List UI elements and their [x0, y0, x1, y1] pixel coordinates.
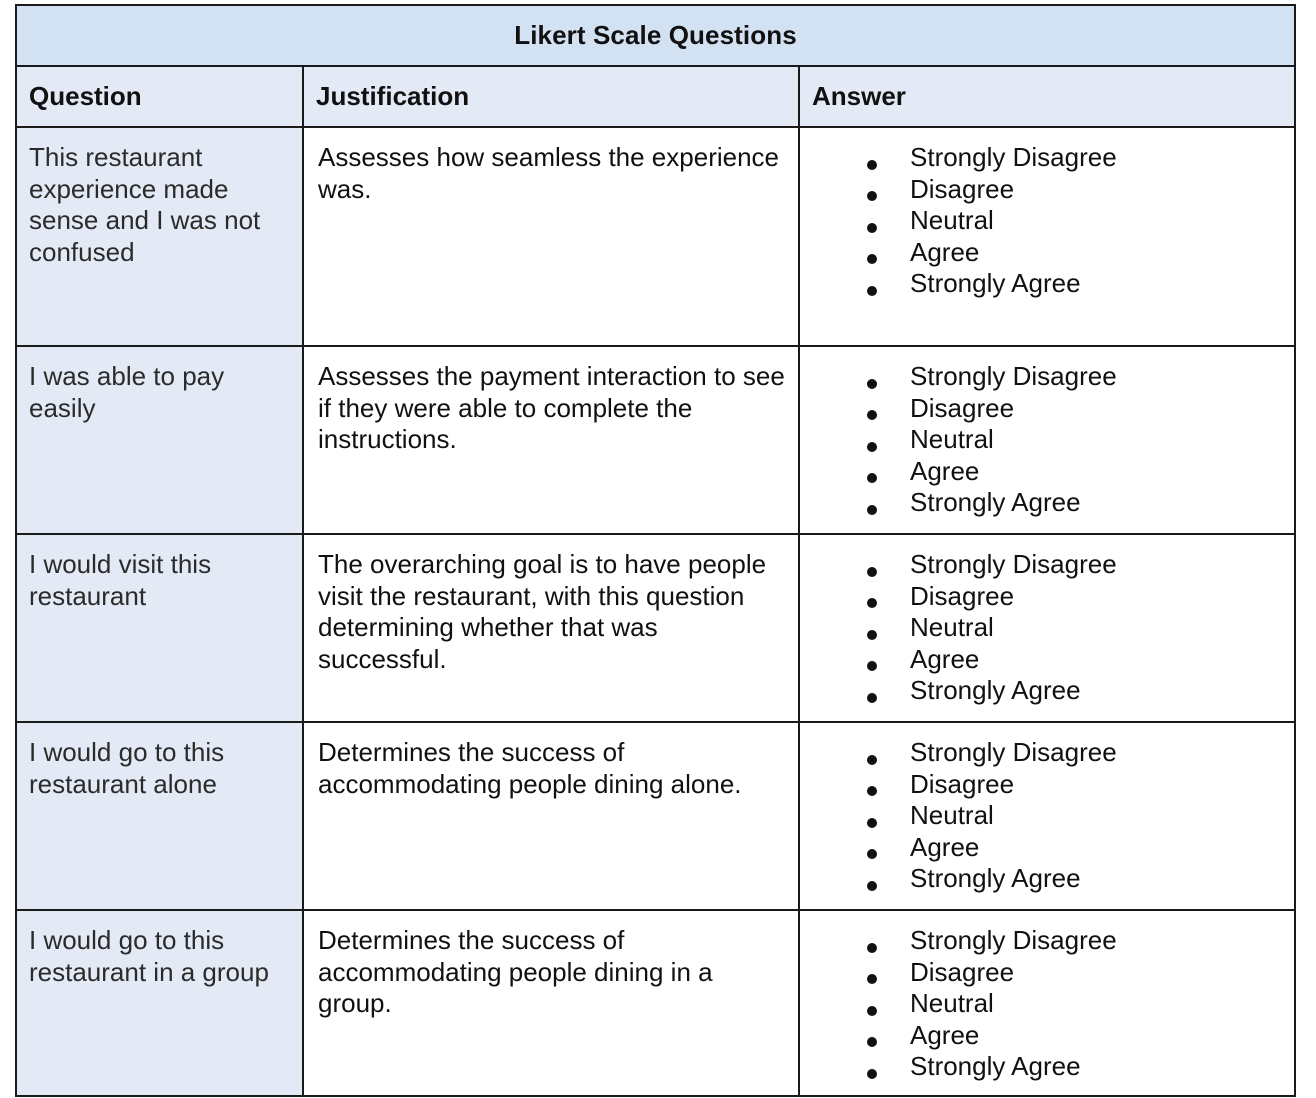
bullet-icon: [865, 237, 879, 269]
header-answer: Answer: [799, 66, 1295, 127]
question-cell: I would go to this restaurant in a group: [16, 910, 303, 1096]
question-cell: This restaurant experience made sense and I was not confused: [16, 127, 303, 346]
answer-option-label: Strongly Disagree: [910, 549, 1117, 579]
bullet-icon: [865, 675, 879, 707]
table-row: [16, 127, 1295, 346]
answer-cell: [799, 346, 1295, 534]
answer-option: [800, 800, 1282, 832]
justification-cell: Assesses the payment interaction to see if they were able to complete the instructions.: [303, 346, 799, 534]
bullet-icon: [865, 925, 879, 957]
question-cell: I would visit this restaurant: [16, 534, 303, 722]
answer-option-label: Neutral: [910, 424, 994, 455]
likert-table: [15, 4, 1296, 1097]
header-justification: Justification: [303, 66, 799, 127]
answer-options-list: [800, 737, 1282, 895]
answer-option: [800, 174, 1282, 206]
answer-option: [800, 581, 1282, 613]
answer-options-list: [800, 361, 1282, 519]
answer-option-label: Disagree: [910, 768, 1015, 799]
answer-option-label: Strongly Agree: [910, 487, 1081, 518]
answer-option: [800, 675, 1282, 707]
answer-option: [800, 988, 1282, 1020]
answer-option-label: Agree: [910, 1019, 980, 1050]
answer-cell: [799, 722, 1295, 910]
bullet-icon: [865, 644, 879, 676]
title-row: [16, 5, 1295, 66]
bullet-icon: [865, 988, 879, 1020]
bullet-icon: [865, 957, 879, 989]
answer-option-label: Neutral: [910, 612, 994, 643]
answer-option-label: Agree: [910, 236, 980, 267]
answer-option: [800, 1051, 1282, 1083]
question-cell: I was able to pay easily: [16, 346, 303, 534]
answer-option-label: Disagree: [910, 956, 1015, 987]
table-row: [16, 534, 1295, 722]
bullet-icon: [865, 800, 879, 832]
answer-option: [800, 1020, 1282, 1052]
answer-option-label: Disagree: [910, 580, 1015, 611]
header-question: Question: [16, 66, 303, 127]
answer-option: [800, 142, 1282, 174]
answer-option: [800, 361, 1282, 393]
answer-option-label: Disagree: [910, 392, 1015, 423]
bullet-icon: [865, 863, 879, 895]
header-row: [16, 66, 1295, 127]
justification-cell: Determines the success of accommodating people dining in a group.: [303, 910, 799, 1096]
answer-option-label: Agree: [910, 455, 980, 486]
answer-option-label: Strongly Agree: [910, 268, 1081, 299]
answer-cell: [799, 534, 1295, 722]
answer-option-label: Agree: [910, 643, 980, 674]
bullet-icon: [865, 581, 879, 613]
answer-option: [800, 644, 1282, 676]
bullet-icon: [865, 737, 879, 769]
answer-option: [800, 612, 1282, 644]
bullet-icon: [865, 612, 879, 644]
answer-option: [800, 737, 1282, 769]
bullet-icon: [865, 487, 879, 519]
bullet-icon: [865, 456, 879, 488]
answer-option-label: Neutral: [910, 988, 994, 1019]
answer-option-label: Neutral: [910, 205, 994, 236]
answer-option: [800, 863, 1282, 895]
answer-option: [800, 957, 1282, 989]
answer-option: [800, 769, 1282, 801]
answer-option-label: Strongly Disagree: [910, 925, 1117, 955]
table-body: [16, 127, 1295, 1096]
question-cell: I would go to this restaurant alone: [16, 722, 303, 910]
bullet-icon: [865, 769, 879, 801]
answer-options-list: [800, 142, 1282, 300]
answer-cell: [799, 910, 1295, 1096]
answer-option: [800, 549, 1282, 581]
answer-option: [800, 237, 1282, 269]
answer-option: [800, 205, 1282, 237]
bullet-icon: [865, 142, 879, 174]
answer-option: [800, 424, 1282, 456]
answer-option-label: Strongly Disagree: [910, 361, 1117, 391]
table-row: [16, 346, 1295, 534]
answer-option-label: Strongly Disagree: [910, 737, 1117, 767]
answer-option-label: Strongly Agree: [910, 1051, 1081, 1082]
justification-cell: Assesses how seamless the experience was.: [303, 127, 799, 346]
answer-options-list: [800, 549, 1282, 707]
bullet-icon: [865, 832, 879, 864]
justification-cell: The overarching goal is to have people visit the restaurant, with this question determining whether that was successful.: [303, 534, 799, 722]
bullet-icon: [865, 205, 879, 237]
bullet-icon: [865, 549, 879, 581]
answer-option: [800, 925, 1282, 957]
bullet-icon: [865, 174, 879, 206]
bullet-icon: [865, 424, 879, 456]
answer-option-label: Agree: [910, 831, 980, 862]
answer-option: [800, 456, 1282, 488]
bullet-icon: [865, 1020, 879, 1052]
answer-option-label: Strongly Disagree: [910, 142, 1117, 172]
bullet-icon: [865, 1051, 879, 1083]
table-row: [16, 722, 1295, 910]
table-row: [16, 910, 1295, 1096]
table-title: Likert Scale Questions: [16, 5, 1295, 66]
answer-cell: [799, 127, 1295, 346]
answer-options-list: [800, 925, 1282, 1083]
answer-option: [800, 268, 1282, 300]
bullet-icon: [865, 361, 879, 393]
answer-option-label: Disagree: [910, 173, 1015, 204]
justification-cell: Determines the success of accommodating people dining alone.: [303, 722, 799, 910]
answer-option-label: Strongly Agree: [910, 863, 1081, 894]
answer-option: [800, 487, 1282, 519]
likert-table-container: [15, 4, 1294, 1097]
answer-option-label: Strongly Agree: [910, 675, 1081, 706]
answer-option: [800, 832, 1282, 864]
bullet-icon: [865, 393, 879, 425]
answer-option-label: Neutral: [910, 800, 994, 831]
bullet-icon: [865, 268, 879, 300]
answer-option: [800, 393, 1282, 425]
